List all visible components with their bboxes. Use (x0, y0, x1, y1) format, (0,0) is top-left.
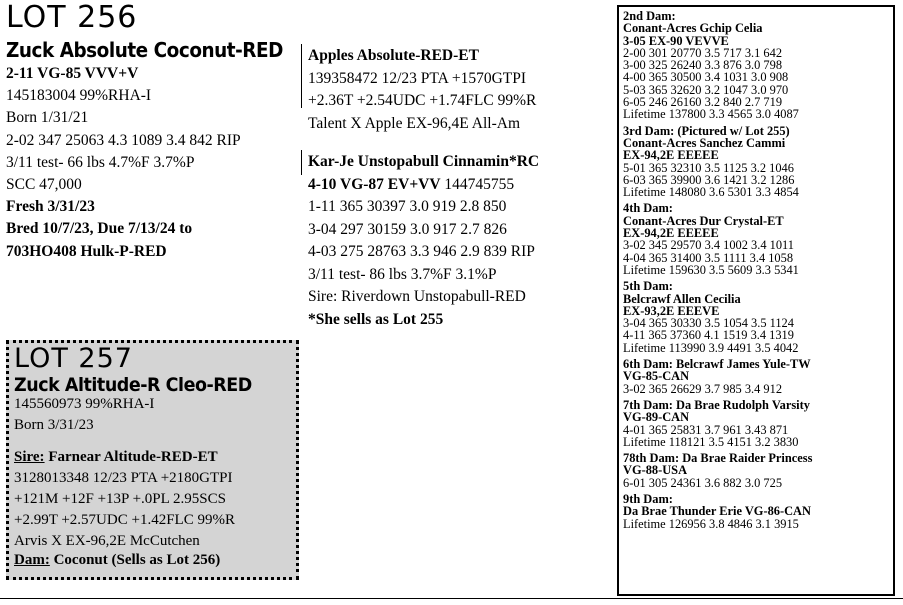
pedigree-record: Lifetime 113990 3.9 4491 3.5 4042 (623, 340, 799, 355)
pedigree-record: 5-03 365 32620 3.2 1047 3.0 970 (623, 82, 789, 97)
pedigree-animal: Conant-Acres Gchip Celia (623, 21, 763, 36)
lot-257-sire-line: 3128013348 12/23 PTA +2180GTPI (14, 470, 233, 486)
lot-257-details (14, 394, 154, 436)
pedigree-section (623, 280, 889, 354)
lot-257-sire-line: Arvis X EX-96,2E McCutchen (14, 533, 200, 549)
pedigree-header: 7th Dam: Da Brae Rudolph Varsity (623, 397, 810, 412)
pedigree-record: 3-02 345 29570 3.4 1002 3.4 1011 (623, 238, 794, 253)
dam-sire: Sire: Riverdown Unstopabull-RED (308, 288, 526, 305)
pedigree-record: 4-00 365 30500 3.4 1031 3.0 908 (623, 70, 789, 85)
pedigree-section (623, 493, 889, 530)
pedigree-animal: Conant-Acres Dur Crystal-ET (623, 213, 784, 228)
dam-sale-note: *She sells as Lot 255 (308, 310, 444, 328)
pedigree-header: 3rd Dam: (Pictured w/ Lot 255) (623, 123, 790, 138)
lot-256-line: 3/11 test- 66 lbs 4.7%F 3.7%P (6, 153, 195, 171)
lot-257-title: LOT 257 (14, 343, 133, 374)
sire-line: +2.36T +2.54UDC +1.74FLC 99%R (308, 92, 537, 109)
sire-name: Apples Absolute-RED-ET (308, 47, 479, 64)
pedigree-record: Lifetime 159630 3.5 5609 3.3 5341 (623, 262, 799, 277)
pedigree-header: 9th Dam: (623, 491, 673, 506)
pedigree-animal: VG-85-CAN (623, 369, 690, 384)
pedigree-record: Lifetime 137800 3.3 4565 3.0 4087 (623, 107, 799, 122)
pedigree-animal: EX-94,2E EEEEE (623, 226, 719, 241)
dam-record: 3-04 297 30159 3.0 917 2.7 826 (308, 220, 507, 238)
pedigree-animal: 3-05 EX-90 VEVVE (623, 33, 729, 48)
lot-256-line: 2-02 347 25063 4.3 1089 3.4 842 RIP (6, 131, 241, 149)
sire-block (308, 45, 536, 135)
lot-257-dam-text: Coconut (Sells as Lot 256) (49, 552, 221, 568)
pedigree-section (623, 125, 889, 199)
pedigree-record: 6-01 305 24361 3.6 882 3.0 725 (623, 475, 783, 490)
pedigree-animal: Conant-Acres Sanchez Cammi (623, 135, 786, 150)
pedigree-animal: Da Brae Thunder Erie VG-86-CAN (623, 504, 811, 519)
pedigree-record: 4-04 365 31400 3.5 1111 3.4 1058 (623, 250, 794, 265)
lot-257-dam (14, 550, 220, 571)
pedigree-header: 2nd Dam: (623, 9, 676, 23)
pedigree-record: 3-02 365 26629 3.7 985 3.4 912 (623, 381, 783, 396)
sire-label: Sire: (14, 449, 45, 465)
pedigree-record: Lifetime 126956 3.8 4846 3.1 3915 (623, 516, 799, 531)
pedigree-header: 5th Dam: (623, 279, 673, 294)
dam-label: Dam: (14, 552, 50, 568)
dam-record: 4-03 275 28763 3.3 946 2.9 839 RIP (308, 243, 535, 260)
dam-record: 1-11 365 30397 3.0 919 2.8 850 (308, 198, 507, 215)
pedigree-record: 4-01 365 25831 3.7 961 3.43 871 (623, 422, 789, 437)
lot-256-line: 145183004 99%RHA-I (6, 87, 152, 105)
lot-257-cow-name: Zuck Altitude-R Cleo-RED (14, 374, 252, 396)
pedigree-animal: EX-94,2E EEEEE (623, 148, 719, 163)
pedigree-record: Lifetime 118121 3.5 4151 3.2 3830 (623, 434, 799, 449)
lot-256-line: SCC 47,000 (6, 176, 82, 194)
pedigree-section (623, 10, 889, 121)
pedigree-header: 78th Dam: Da Brae Raider Princess (623, 451, 813, 466)
bottom-rule (0, 598, 903, 599)
pedigree-box (617, 5, 895, 596)
divider-bar-top (301, 44, 302, 108)
lot-257-sire-name: Farnear Altitude-RED-ET (44, 449, 218, 465)
pedigree-record: 2-00 301 20770 3.5 717 3.1 642 (623, 45, 783, 60)
dam-name: Kar-Je Unstopabull Cinnamin*RC (308, 153, 540, 170)
pedigree-section (623, 358, 889, 395)
pedigree-animal: EX-93,2E EEEVE (623, 303, 720, 318)
pedigree-header: 4th Dam: (623, 201, 673, 216)
lot-256-details (6, 63, 241, 263)
pedigree-animal: VG-89-CAN (623, 410, 690, 425)
lot-257-registration: 145560973 99%RHA-I (14, 396, 155, 412)
lot-256-line: Born 1/31/21 (6, 109, 89, 127)
pedigree-record: 4-11 365 37360 4.1 1519 3.4 1319 (623, 328, 794, 343)
divider-bar-mid (301, 150, 302, 175)
pedigree-record: 3-04 365 30330 3.5 1054 3.5 1124 (623, 316, 794, 331)
pedigree-section (623, 452, 889, 489)
pedigree-record: 3-00 325 26240 3.3 876 3.0 798 (623, 58, 783, 73)
sire-line: Talent X Apple EX-96,4E All-Am (308, 114, 521, 132)
lot-257-box (6, 340, 299, 580)
sire-line: 139358472 12/23 PTA +1570GTPI (308, 69, 527, 87)
dam-classification (308, 174, 539, 197)
lot-256-line: 2-11 VG-85 VVV+V (6, 65, 139, 82)
lot-256-line: Fresh 3/31/23 (6, 198, 95, 216)
pedigree-record: 6-05 246 26160 3.2 840 2.7 719 (623, 95, 783, 110)
pedigree-animal: VG-88-USA (623, 463, 688, 478)
lot-256-cow-name: Zuck Absolute Coconut-RED (6, 38, 283, 62)
lot-256-line: Bred 10/7/23, Due 7/13/24 to (6, 220, 193, 238)
lot-256-line: 703HO408 Hulk-P-RED (6, 242, 167, 260)
pedigree-animal: Belcrawf Allen Cecilia (623, 291, 741, 306)
pedigree-header: 6th Dam: Belcrawf James Yule-TW (623, 357, 811, 372)
dam-block (308, 151, 539, 331)
pedigree-record: Lifetime 148080 3.6 5301 3.3 4854 (623, 185, 799, 200)
dam-test: 3/11 test- 86 lbs 3.7%F 3.1%P (308, 265, 497, 283)
lot-257-sire-line: +2.99T +2.57UDC +1.42FLC 99%R (14, 512, 235, 528)
dam-class-score: 4-10 VG-87 EV+VV (308, 175, 441, 193)
pedigree-record: 5-01 365 32310 3.5 1125 3.2 1046 (623, 160, 794, 175)
pedigree-section (623, 399, 889, 448)
pedigree-record: 6-03 365 39900 3.6 1421 3.2 1286 (623, 172, 795, 187)
pedigree-section (623, 202, 889, 276)
lot-257-born: Born 3/31/23 (14, 417, 94, 433)
lot-256-title: LOT 256 (6, 0, 138, 35)
lot-257-sire-line: +121M +12F +13P +.0PL 2.95SCS (14, 491, 226, 507)
lot-257-sire (14, 447, 235, 552)
dam-registration: 144745755 (440, 175, 515, 193)
